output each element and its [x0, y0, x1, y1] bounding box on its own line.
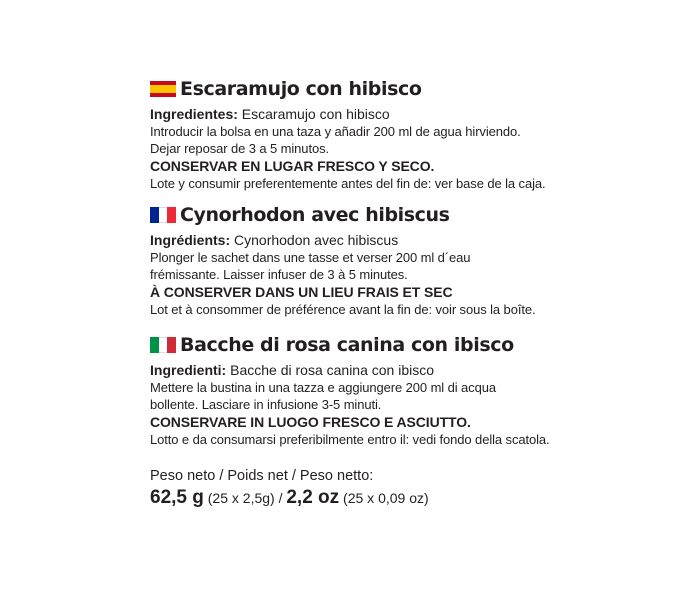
instructions-line-2: bollente. Lasciare in infusione 3-5 minuti.	[150, 397, 382, 412]
flag-stripe	[159, 337, 168, 353]
lot-note: Lot et à consommer de préférence avant la fin de: voir sous la boîte.	[150, 302, 536, 317]
net-weight-label: Peso neto / Poids net / Peso netto:	[150, 468, 374, 484]
section-heading	[150, 76, 680, 102]
section-title: Bacche di rosa canina con ibisco	[180, 334, 514, 356]
ingredients-label: Ingrédients:	[150, 232, 231, 248]
net-weight-grams-detail: (25 x 2,5g) /	[203, 490, 287, 506]
instructions-line-1: Mettere la bustina in una tazza e aggiungere 200 ml di acqua	[150, 380, 496, 395]
net-weight-ounces: 2,2 oz	[286, 487, 340, 508]
instructions-line-1: Introducir la bolsa en una taza y añadir 200 ml de agua hirviendo.	[150, 124, 521, 139]
section-title: Cynorhodon avec hibiscus	[180, 204, 450, 226]
product-label	[150, 76, 680, 510]
net-weight-ounces-detail: (25 x 0,09 oz)	[339, 490, 429, 506]
flag-stripe	[150, 207, 159, 223]
instructions-line-2: frémissante. Laisser infuser de 3 à 5 minutes.	[150, 267, 408, 282]
section-spanish	[150, 76, 680, 192]
ingredients-line	[150, 362, 680, 379]
instructions-line-2: Dejar reposar de 3 a 5 minutos.	[150, 141, 329, 156]
flag-stripe	[167, 207, 176, 223]
net-weight-values	[150, 486, 680, 510]
ingredients-line	[150, 106, 680, 123]
instructions-line-1: Plonger le sachet dans une tasse et verser 200 ml d´eau	[150, 250, 471, 265]
section-italian	[150, 332, 680, 448]
net-weight-grams: 62,5 g	[150, 487, 204, 508]
storage-note: CONSERVAR EN LUGAR FRESCO Y SECO.	[150, 158, 435, 174]
flag-stripe	[167, 337, 176, 353]
ingredients-label: Ingredienti:	[150, 362, 227, 378]
flag-stripe	[150, 93, 176, 97]
ingredients-value: Escaramujo con hibisco	[237, 106, 390, 122]
section-french	[150, 202, 680, 318]
section-title: Escaramujo con hibisco	[180, 78, 422, 100]
section-heading	[150, 202, 680, 228]
italy-flag-icon	[150, 337, 176, 353]
ingredients-value: Bacche di rosa canina con ibisco	[226, 362, 435, 378]
lot-note: Lotto e da consumarsi preferibilmente entro il: vedi fondo della scatola.	[150, 432, 550, 447]
net-weight	[150, 466, 680, 510]
section-heading	[150, 332, 680, 358]
flag-stripe	[150, 85, 176, 93]
lot-note: Lote y consumir preferentemente antes del fin de: ver base de la caja.	[150, 176, 546, 191]
flag-stripe	[159, 207, 168, 223]
france-flag-icon	[150, 207, 176, 223]
storage-note: CONSERVARE IN LUOGO FRESCO E ASCIUTTO.	[150, 414, 471, 430]
ingredients-value: Cynorhodon avec hibiscus	[230, 232, 399, 248]
storage-note: À CONSERVER DANS UN LIEU FRAIS ET SEC	[150, 284, 453, 300]
ingredients-line	[150, 232, 680, 249]
spain-flag-icon	[150, 81, 176, 97]
flag-stripe	[150, 337, 159, 353]
ingredients-label: Ingredientes:	[150, 106, 238, 122]
